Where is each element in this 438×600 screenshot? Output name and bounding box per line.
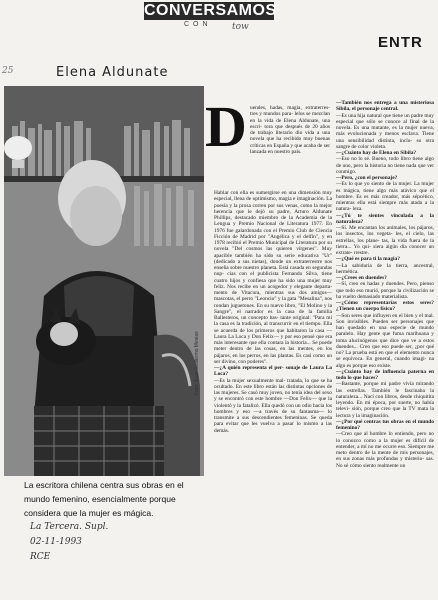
handwritten-date: 02-11-1993 [30, 537, 82, 547]
photo-credit: Foto: Juan Guillermo Mesias [194, 331, 200, 395]
interview-answer: —Es una hija natural que tiene un padre muy especial que sólo se conoce al final de la novela. Es una mutante, es la mujer nueva, más evolucionada y menos esclava. Tiene una sensibilidad distinta, inclu- so otra sangre de color violeta. [336, 112, 434, 150]
masthead-title: CONVERSAMOS [144, 2, 277, 19]
interview-question: —¿Cómo representarías estos seres? ¿Tienen un cuerpo físico? [336, 300, 434, 313]
ink-mark: 25 [2, 66, 14, 76]
photo-caption: La escritora chilena centra sus obras en el mundo femenino, esencialmente porque considera que la mujer es mágica. [24, 480, 184, 518]
interview-question: —¿A quién representa el per- sonaje de Laura La Loca? [214, 365, 332, 378]
interview-question: —Pero, ¿con el personaje? [336, 175, 398, 181]
interview-question: —¿Qué es para ti la magia? [336, 256, 400, 263]
portrait-photo [4, 86, 204, 476]
portrait-photo-illustration [4, 86, 204, 476]
drop-cap: D [205, 94, 247, 159]
interview-question: —¿Cuánto hay de Elena en Sibila? [336, 150, 417, 156]
interview-question: —¿Por qué centras tus obras en el mundo femenino? [336, 418, 434, 431]
handwritten-source: La Tercera. Supl. [30, 522, 109, 532]
interview-question: —¿Tú te sientes vinculada a la naturaleza? [336, 212, 434, 225]
interview-answer: —Es lo que yo siento de la mujer. La mujer es mágica, tiene algo más atávico que el hombre. Es es más creador, más sépcético, mientras ella está siempre más atada a la natura- leza. [336, 181, 434, 213]
interview-answer: —Son seres que influyen en el bien y el mal. Son invisibles. Pueden ser personajes que han quedado en una especie de mundo paralelo. Hay gente que fuma marihuana y toma alucinógenos que dice que ve a estos duendes... Creo que eso puede ser, ¿por qué no? La prueba está en que el elemento nunca se equivoca. En general, cuando imagi- na algo es porque eso existe. [336, 312, 434, 369]
interview-answer: —Sí. Me encantan los animales, los pájaros, los insectos, los vegeta- les, el cielo, las estrellas, los plane- tas, la vida fuera de la tierra... Yo qui- siera algún día conocer un extrate- rrestre. [336, 225, 434, 256]
interview-answer: —Sí, creo en hadas y duendes. Pero, pienso que todo eso murió, porque la civilización se ha vuelto demasiado materialista. [336, 281, 434, 300]
interview-answer: —La sabiduría de la tierra, ancestral, hermética. [336, 262, 434, 275]
article-column-1 [214, 190, 332, 595]
interview-answer: —Bastante, porque mi padre vivía mirando las estrellas. También le fascinaba la naturaleza... Nací con libros, desde chiquitita leyendo. En mi época, por suerte, no había televi- sión, porque creo que la TV mata la lectura y la imaginación. [336, 381, 434, 419]
article-body: Hablar con ella es sumergirse en una dimensión muy especial, llena de optimismo, magia e imaginación. La poesía y la prosa corren por sus venas, como la mejor herencia que le dejó su padre, Arturo Aldunate Phillips, destacado miembro de la Academia de la Lengua y Premio Nacional de Literatura 1977. En 1976 fue galardonada con el Premio Club de Ciencia Ficción de Madrid por "Angélica y el delfín", y en 1978 recibió el Premio Municipal de Literatura por su novela "Del cosmos las quieren vírgenes". Muy apacible también ha sido su serie educativa "Ur" (dedicado a sus nietas), donde un extraterrestre nos enseña sobre nuestro planeta. Está casada en segundas nup- cias con el publicista Fernando Silva, tiene cuatro hijos y confiesa que ha sido una mujer muy feliz. Nos recibe en un acogedor y elegante departa- mento de Vitacura, mientras sus dos amigos—mascotas, el perro "Leoncio" y la gata "Mesalina", nos rondan juguetones. En su nuevo libro, "El Molino y la Sangre", el narrador es la casa de la familia Ballesteros, un concepto bas- tante original: "Para mí la casa es la tradición, al transcurrir en el tiempo. Ella se acuerda de los primeros que habitaron la casa —Laura La Loca y Don Felix— y por eso pensé que era más interesante que ella contara la historia... Se puede meter dentro de las cosas, en las mentes, en los pájaros, en los perros, en las plantas. Es casi como un ser divino, con poderes". [214, 190, 332, 365]
interview-answer: —Es la mujer sexualmente mal- tratada, lo que se ha ocultado. En este libro están las distintas opciones de las mujeres. Se casó muy joven, no tenía idea del sexo y se encontró con este hombre —Don Felix— que la violentó y la fatalizó. Ella quedó con un odio hacia los hombres y eso —a través de su fantasma— lo transmite a sus descendientes femeninas. Se queda para evitar que les vuelva a pasar lo mismo a las demás. [214, 377, 332, 434]
masthead-subtitle: CON [184, 21, 212, 28]
article-lead-text: uendes, hadas, magia, extraterres- tres y mundos para- lelos se mezclan en la vida de Elena Aldunate, una escri- tora que después de 20 años de trabajo literario dio vida a una novela que ha recibido muy buenas críticas en España y que acaba de ser lanzada en nuestro país. [250, 105, 330, 155]
handwritten-initials: RCE [30, 552, 51, 562]
interview-answer: —Creo que al hombre lo entiendo, pero no lo conozco como a la mujer es difícil de entender, a mí no me ocurre eso. Siempre me meto dentro de la mente de mis personajes, en sus zonas más profundas y misterio- sas. No sé cómo siento realmente un [336, 431, 434, 469]
section-tag: ENTR [378, 34, 423, 51]
interview-answer: —Eso no lo sé. Bueno, todo libro tiene algo de uno, pero la historia no tiene nada que ver conmigo. [336, 156, 434, 175]
interviewee-name: Elena Aldunate [56, 65, 169, 80]
interview-question: —¿Crees en duendes? [336, 275, 387, 281]
interview-question: —¿Cuánto hay de influencia paterna en todo lo que haces? [336, 368, 434, 381]
article-lead [250, 105, 330, 155]
article-column-2 [336, 100, 434, 595]
interview-question: —También nos entrega a una misteriosa Sibila, el personaje central. [336, 100, 434, 113]
handwritten-mark: tow [232, 22, 249, 32]
